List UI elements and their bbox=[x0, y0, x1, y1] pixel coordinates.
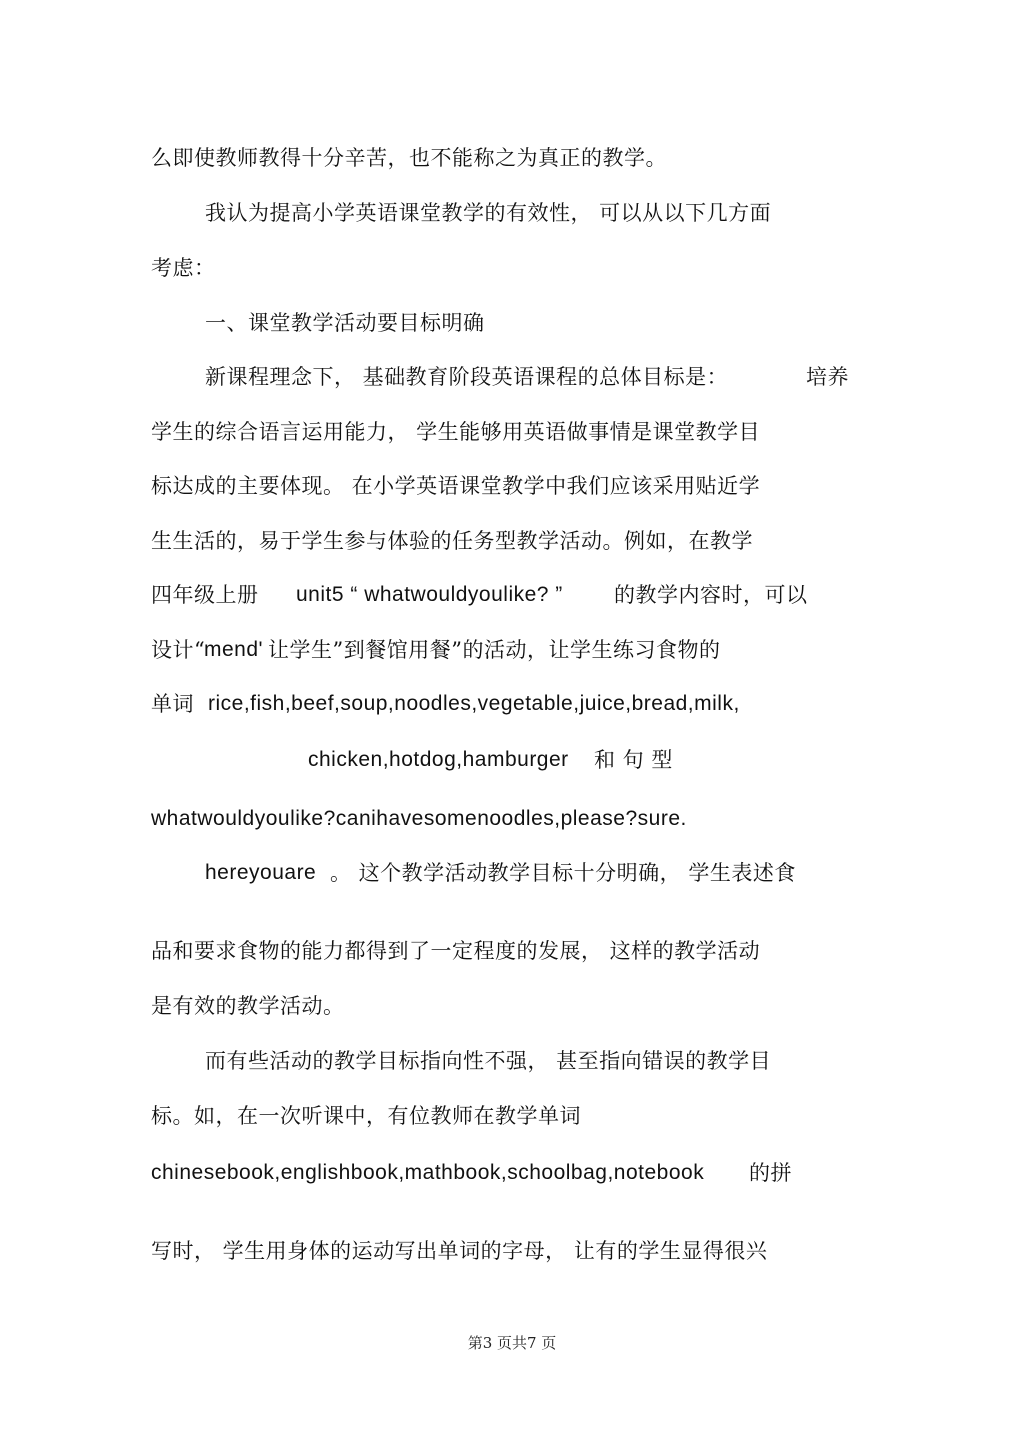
english-phrase: unit5 “ whatwouldyoulike? ” bbox=[296, 583, 563, 606]
text-line: 学生的综合语言运用能力， 学生能够用英语做事情是课堂教学目 bbox=[151, 420, 761, 444]
vocabulary-list: chinesebook,englishbook,mathbook,schoolbag,notebook bbox=[151, 1161, 705, 1184]
sentence-pattern: hereyouare bbox=[205, 861, 317, 884]
text-fragment: 的拼 bbox=[749, 1161, 792, 1185]
section-heading: 一、课堂教学活动要目标明确 bbox=[205, 311, 485, 335]
text-fragment: 设计“ bbox=[151, 638, 206, 662]
text-line: 么即使教师教得十分辛苦，也不能称之为真正的教学。 bbox=[151, 146, 667, 170]
text-line: 我认为提高小学英语课堂教学的有效性， 可以从以下几方面 bbox=[205, 201, 772, 225]
text-fragment: 和 句 型 bbox=[594, 748, 673, 772]
text-line: 品和要求食物的能力都得到了一定程度的发展， 这样的教学活动 bbox=[151, 939, 761, 963]
vocabulary-list: rice,fish,beef,soup,noodles,vegetable,juice,bread,milk, bbox=[208, 692, 740, 715]
text-line: 是有效的教学活动。 bbox=[151, 994, 345, 1018]
text-line: 写时， 学生用身体的运动写出单词的字母， 让有的学生显得很兴 bbox=[151, 1239, 768, 1263]
text-line: 生生活的，易于学生参与体验的任务型教学活动。例如，在教学 bbox=[151, 529, 753, 553]
text-fragment: 让学生”到餐馆用餐”的活动，让学生练习食物的 bbox=[268, 638, 721, 662]
page-number-footer: 第3 页共7 页 bbox=[467, 1334, 557, 1352]
text-line: 考虑： bbox=[151, 256, 216, 280]
text-fragment: 的教学内容时，可以 bbox=[614, 583, 808, 607]
text-line: 标达成的主要体现。 在小学英语课堂教学中我们应该采用贴近学 bbox=[151, 474, 761, 498]
english-word: mend' bbox=[204, 638, 264, 661]
text-fragment: 。 这个教学活动教学目标十分明确， 学生表述食 bbox=[330, 861, 796, 885]
text-line: 而有些活动的教学目标指向性不强， 甚至指向错误的教学目 bbox=[205, 1049, 772, 1073]
text-fragment: 培养 bbox=[806, 365, 849, 389]
text-line: 标。如，在一次听课中，有位教师在教学单词 bbox=[151, 1104, 581, 1128]
sentence-pattern: whatwouldyoulike?canihavesomenoodles,please?sure. bbox=[151, 807, 687, 830]
text-fragment: 单词 bbox=[151, 692, 194, 716]
text-line: 新课程理念下， 基础教育阶段英语课程的总体目标是： bbox=[205, 365, 729, 389]
text-fragment: 四年级上册 bbox=[151, 583, 259, 607]
vocabulary-list: chicken,hotdog,hamburger bbox=[308, 748, 569, 771]
